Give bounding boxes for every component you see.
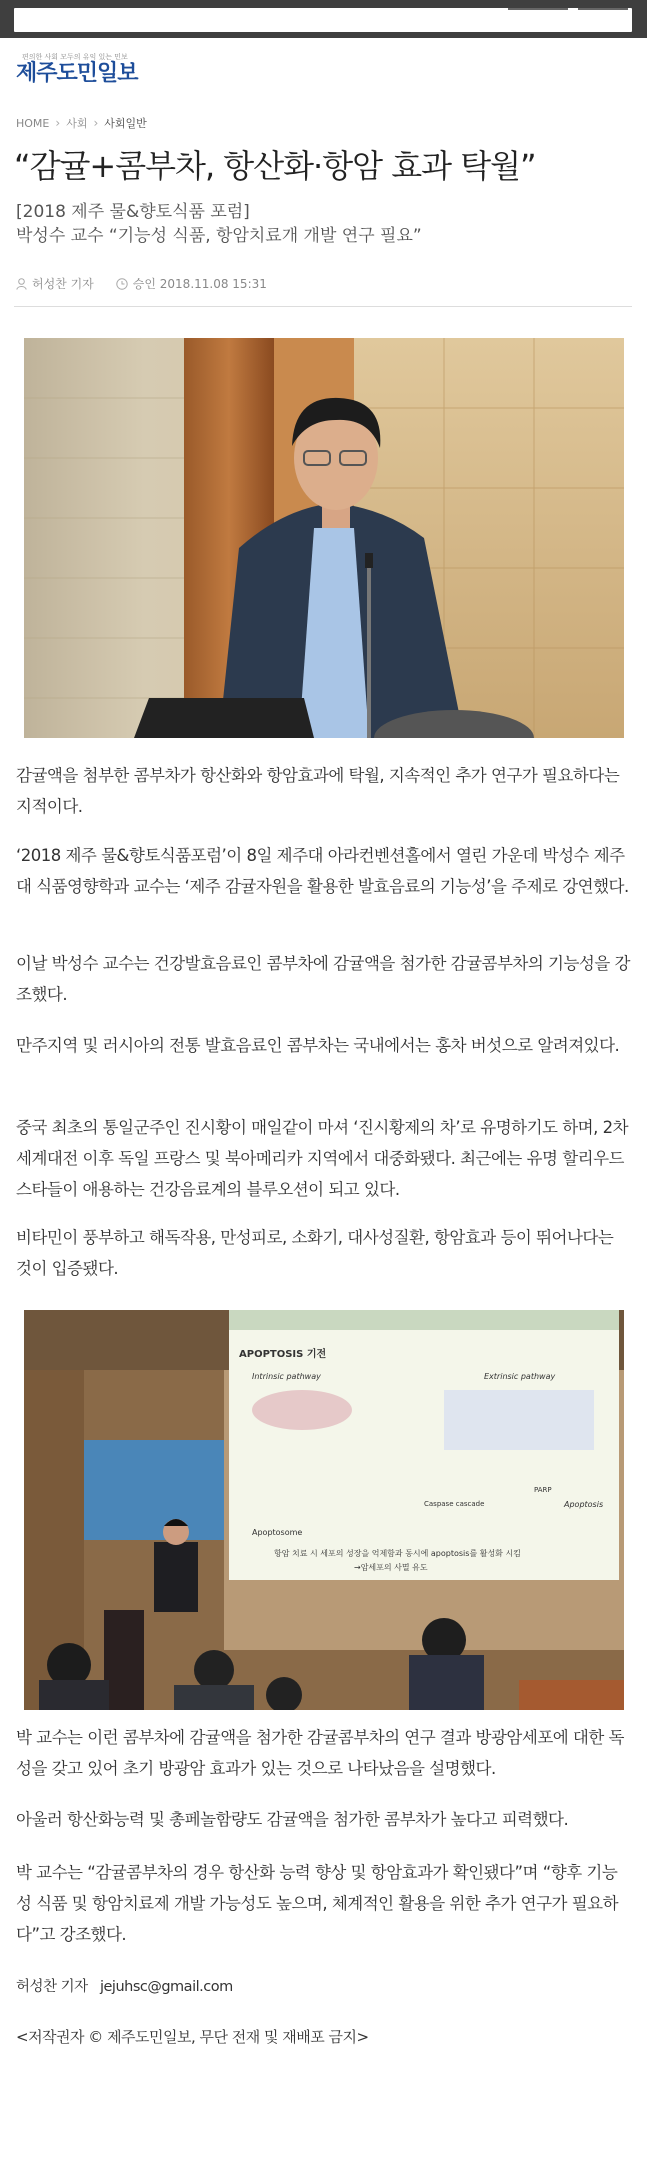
subtitle-line: 박성수 교수 “기능성 식품, 항암치료개 개발 연구 필요” (16, 226, 422, 246)
article-paragraph: 박 교수는 이런 콤부차에 감귤액을 첨가한 감귤콤부차의 연구 결과 방광암세포에 대한 독성을 갖고 있어 초기 방광암 효과가 있는 것으로 나타났음을 설명했다. (16, 1728, 624, 1778)
article-paragraph: 만주지역 및 러시아의 전통 발효음료인 콤부차는 국내에서는 홍차 버섯으로 알려져있다. (16, 1036, 620, 1055)
user-icon (16, 278, 27, 290)
chevron-right-icon: › (55, 116, 61, 130)
slide-caption: 항암 치료 시 세포의 성장을 억제함과 동시에 apoptosis를 활성화 시킴 (274, 1549, 521, 1558)
slide-label-extrinsic: Extrinsic pathway (484, 1372, 556, 1381)
article-paragraph: 박 교수는 “감귤콤부차의 경우 항산화 능력 향상 및 항암효과가 확인됐다”며 “향후 기능성 식품 및 항암치료제 개발 가능성도 높으며, 체계적인 활용을 위한 추가 연구가 필요하다”고 강조했다. (16, 1863, 619, 1944)
article-paragraph: ‘2018 제주 물&향토식품포럼’이 8일 제주대 아라컨벤션홀에서 열린 가운데 박성수 제주대 식품영향학과 교수는 ‘제주 감귤자원을 활용한 발효음료의 기능성’을 주제로 강연했다. (16, 846, 629, 896)
clock-icon (116, 278, 128, 290)
top-divider (508, 8, 568, 10)
author[interactable]: 허성찬 기자 (32, 277, 94, 291)
article-meta (16, 275, 267, 292)
top-bar (0, 0, 647, 38)
subtitle-line: [2018 제주 물&향토식품 포럼] (16, 202, 250, 222)
article-byline: 허성찬 기자 jejuhsc@gmail.com (16, 1979, 233, 1995)
article-title: “감귤+콤부차, 항산화·항암 효과 탁월” (14, 147, 536, 185)
logo-tagline: 편의한 사회 모두의 유익 있는 민보 (22, 53, 128, 61)
site-logo[interactable] (16, 52, 138, 86)
speaker-photo (24, 338, 624, 738)
top-divider (578, 8, 628, 10)
article-paragraph: 비타민이 풍부하고 해독작용, 만성피로, 소화기, 대사성질환, 항암효과 등이 뛰어나다는 것이 입증됐다. (16, 1228, 614, 1278)
breadcrumb (16, 115, 147, 131)
slide-label-apoptosis: Apoptosis (564, 1500, 604, 1509)
article-paragraph: 아울러 항산화능력 및 총페놀함량도 감귤액을 첨가한 콤부차가 높다고 피력했다. (16, 1810, 569, 1829)
logo-name: 제주도민일보 (16, 61, 138, 86)
slide-title: APOPTOSIS 기전 (239, 1349, 327, 1360)
breadcrumb-home[interactable]: HOME (16, 116, 50, 130)
slide-label-caspase: Caspase cascade (424, 1500, 485, 1508)
divider (14, 306, 632, 307)
article-subtitle (16, 200, 422, 248)
slide-label-parp: PARP (534, 1486, 552, 1494)
article-paragraph: 감귤액을 첨부한 콤부차가 항산화와 항암효과에 탁월, 지속적인 추가 연구가 필요하다는 지적이다. (16, 766, 620, 816)
presentation-photo (24, 1310, 624, 1710)
slide-label-intrinsic: Intrinsic pathway (252, 1372, 321, 1381)
search-input[interactable] (14, 8, 632, 32)
approved-date: 승인 2018.11.08 15:31 (132, 277, 267, 291)
chevron-right-icon: › (93, 116, 99, 130)
slide-caption: →암세포의 사멸 유도 (354, 1563, 428, 1572)
copyright-notice: <저작권자 © 제주도민일보, 무단 전재 및 재배포 금지> (16, 2028, 369, 2046)
article-paragraph: 중국 최초의 통일군주인 진시황이 매일같이 마셔 ‘진시황제의 차’로 유명하기도 하며, 2차 세계대전 이후 독일 프랑스 및 북아메리카 지역에서 대중화됐다. 최근에는 유명 할리우드 스타들이 애용하는 건강음료계의 블루오션이 되고 있다. (16, 1118, 629, 1199)
breadcrumb-subsection[interactable]: 사회일반 (104, 117, 147, 130)
article-paragraph: 이날 박성수 교수는 건강발효음료인 콤부차에 감귤액을 첨가한 감귤콤부차의 기능성을 강조했다. (16, 954, 630, 1004)
breadcrumb-section[interactable]: 사회 (66, 117, 88, 130)
slide-label-apoptosome: Apoptosome (252, 1528, 303, 1537)
